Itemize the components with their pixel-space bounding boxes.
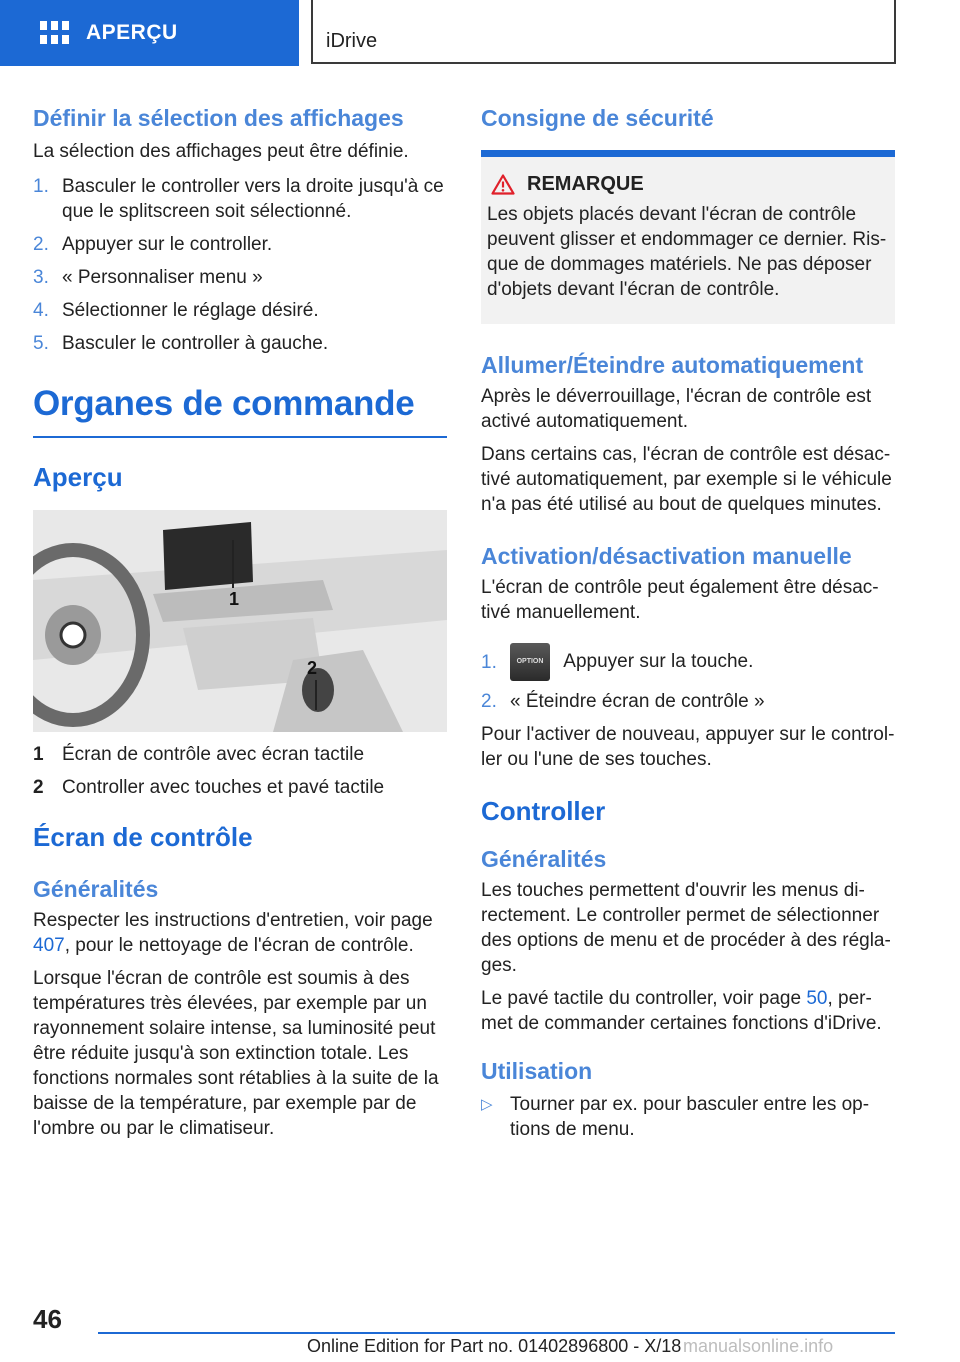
overview-tab[interactable] [0,0,299,66]
photo-callout-2: 2 [307,658,318,678]
photo-legend [33,742,447,800]
page-footer [0,1290,960,1362]
section-rule [33,436,447,438]
note-label: REMARQUE [527,173,644,195]
controller-title: Controller [481,796,606,826]
section-title-selection: Définir la sélection des affichages [33,105,404,131]
photo-callout-1: 1 [229,589,240,609]
auto-title: Allumer/Éteindre automatiquement [481,352,864,378]
watermark-text: manualsonline.info [683,1336,834,1356]
footer-rule [98,1332,895,1334]
auto-paragraph-1: Après le déverrouillage, l'écran de contrôle est activé automatiquement. [481,386,872,432]
safety-title: Consigne de sécurité [481,105,714,131]
list-item: 4. Sélectionner le réglage désiré. [33,300,319,321]
manual-paragraph-1: L'écran de contrôle peut également être désactivé manuellement. [481,577,879,623]
warning-note [481,150,895,324]
utilisation-title: Utilisation [481,1058,593,1084]
ecran-title: Écran de contrôle [33,822,253,852]
dashboard-illustration [33,510,447,732]
controller-paragraph-2: Le pavé tactile du controller, voir page 50, permet de commander certaines fonctions d'iDrive. [481,988,882,1034]
chapter-title: iDrive [326,30,378,52]
main-section-title: Organes de commande [33,384,415,423]
right-column [481,100,895,1142]
grid-icon [40,21,68,45]
page-link-407[interactable]: 407 [33,935,65,956]
apercu-title: Aperçu [33,462,123,492]
edition-text: Online Edition for Part no. 01402896800 - X/18 [307,1336,682,1356]
list-item: 1. Basculer le controller vers la droite jusqu'à ce que le splitscreen soit sélectionné. [33,176,444,222]
selection-intro: La sélection des affichages peut être définie. [33,141,409,162]
manual-title: Activation/désactivation manuelle [481,543,852,569]
controller-generalites-title: Généralités [481,846,607,872]
generalites-title: Généralités [33,876,159,902]
list-item: ▷ Tourner par ex. pour basculer entre les options de menu. [481,1094,870,1140]
list-item: 1. OPTION Appuyer sur la touche. [481,643,895,681]
dashboard-photo [33,510,447,732]
option-key-icon: OPTION [510,643,550,681]
left-column [33,100,447,1141]
selection-steps [33,174,447,356]
list-item: 2 Controller avec touches et pavé tactile [33,777,385,798]
generalites-paragraph-2: Lorsque l'écran de contrôle est soumis à des températures très élevées, par exemple par un rayonnement solaire intense, sa luminosité peut être réduite jusqu'à son extinction totale. Les fonctions normales sont rétablies à la suite de la baisse de la température, par exemple par de l'ombre ou par le climatiseur. [33,968,439,1139]
auto-paragraph-2: Dans certains cas, l'écran de contrôle est désactivé automatiquement, par exemple si le véhicule n'a pas été utilisé au bout de quelques minutes. [481,444,892,515]
generalites-paragraph-1: Respecter les instructions d'entretien, voir page 407, pour le nettoyage de l'écran de contrôle. [33,910,433,956]
warning-icon [491,174,515,195]
list-item: 3. « Personnaliser menu » [33,267,263,288]
list-item: 1 Écran de contrôle avec écran tactile [33,744,365,765]
triangle-bullet-icon: ▷ [481,1096,493,1113]
manual-paragraph-2: Pour l'activer de nouveau, appuyer sur le controller ou l'une de ses touches. [481,724,895,770]
chapter-frame [311,0,896,64]
list-item: 2. Appuyer sur le controller. [33,234,273,255]
page-number: 46 [33,1304,62,1334]
utilisation-list [481,1092,895,1142]
list-item: 2. « Éteindre écran de contrôle » [481,691,765,712]
note-text: Les objets placés devant l'écran de contrôle peuvent glisser et endommager ce dernier. Risque de dommages matériels. Ne pas déposer d'objets devant l'écran de contrôle. [487,204,887,300]
manual-steps [481,643,895,714]
page-link-50[interactable]: 50 [806,988,828,1009]
overview-tab-label: APERÇU [86,21,178,44]
page-header [0,0,960,66]
list-item: 5. Basculer le controller à gauche. [33,333,329,354]
controller-paragraph-1: Les touches permettent d'ouvrir les menus directement. Le controller permet de sélectionner des options de menu et de procéder à des réglages. [481,880,891,976]
